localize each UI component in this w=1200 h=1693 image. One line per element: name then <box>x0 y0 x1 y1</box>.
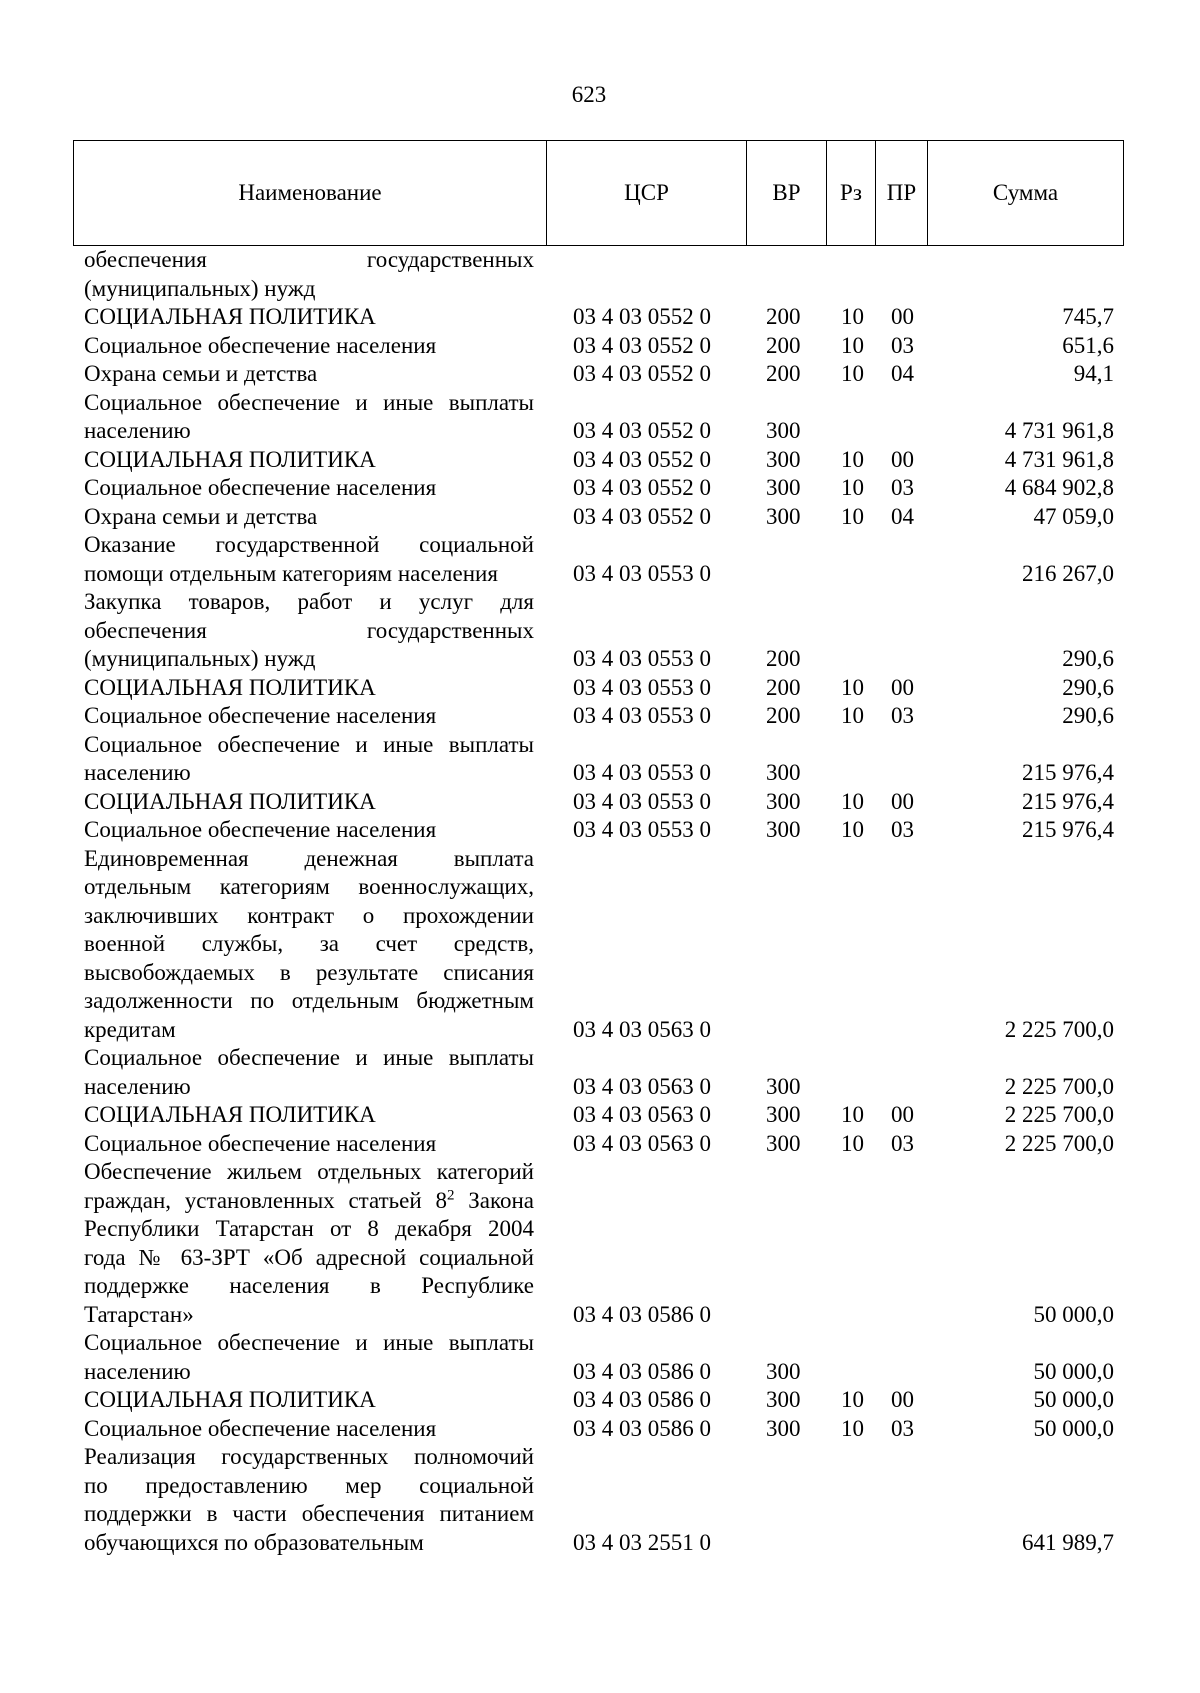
row-sum: 641 989,7 <box>1022 1529 1114 1555</box>
table-row <box>0 503 1200 532</box>
row-csr: 03 4 03 0552 0 <box>573 446 711 472</box>
row-csr: 03 4 03 0553 0 <box>573 674 711 700</box>
table-row <box>0 1443 1200 1557</box>
table-row <box>0 674 1200 703</box>
row-name-line: Татарстан» <box>84 1301 194 1327</box>
row-name-line: Социальное обеспечение и иные выплаты <box>84 1045 534 1070</box>
row-vr: 300 <box>766 1102 801 1127</box>
row-name-line: Обеспечение жильем отдельных категорий <box>84 1159 534 1184</box>
row-rz: 10 <box>841 674 864 700</box>
row-name <box>84 788 534 817</box>
row-name-line: обеспечения государственных <box>84 617 534 643</box>
row-vr: 200 <box>766 361 801 386</box>
header-name: Наименование <box>238 180 382 205</box>
row-sum: 290,6 <box>1062 703 1114 728</box>
row-rz: 10 <box>841 788 864 814</box>
row-vr: 300 <box>766 1415 801 1441</box>
row-name-line: СОЦИАЛЬНАЯ ПОЛИТИКА <box>84 304 376 329</box>
row-name <box>84 588 534 674</box>
row-pr: 03 <box>891 1130 914 1156</box>
row-csr: 03 4 03 0553 0 <box>573 760 711 785</box>
row-vr: 300 <box>766 788 801 814</box>
row-csr: 03 4 03 0552 0 <box>573 503 711 529</box>
row-vr: 200 <box>766 332 801 358</box>
row-sum: 50 000,0 <box>1033 1415 1114 1441</box>
row-name-line: СОЦИАЛЬНАЯ ПОЛИТИКА <box>84 788 376 814</box>
row-pr: 03 <box>891 703 914 728</box>
row-csr: 03 4 03 0552 0 <box>573 361 711 386</box>
row-vr: 300 <box>766 503 801 529</box>
row-csr: 03 4 03 0553 0 <box>573 646 711 671</box>
row-pr: 04 <box>891 503 914 529</box>
row-name-line: граждан, установленных статьей $8^2$ Закона <box>84 1186 534 1213</box>
row-rz: 10 <box>841 446 864 472</box>
row-csr: 03 4 03 0553 0 <box>573 788 711 814</box>
row-name <box>84 1386 534 1415</box>
row-name-line: Единовременная денежная выплата <box>84 845 534 871</box>
row-rz: 10 <box>841 1130 864 1156</box>
row-rz: 10 <box>841 332 864 358</box>
row-name-line: Социальное обеспечение населения <box>84 332 437 358</box>
row-csr: 03 4 03 0563 0 <box>573 1073 711 1099</box>
row-sum: 2 225 700,0 <box>1004 1016 1114 1042</box>
row-name-line: населению <box>84 1358 191 1384</box>
row-name <box>84 816 534 845</box>
table-row <box>0 1101 1200 1130</box>
row-sum: 4 731 961,8 <box>1004 446 1114 472</box>
table-row <box>0 731 1200 788</box>
row-csr: 03 4 03 0563 0 <box>573 1102 711 1127</box>
row-vr: 200 <box>766 646 801 671</box>
row-name-line: (муниципальных) нужд <box>84 646 316 671</box>
table-row <box>0 845 1200 1045</box>
row-name-line: населению <box>84 760 191 785</box>
row-vr: 300 <box>766 1358 801 1384</box>
row-vr: 300 <box>766 418 801 443</box>
header-pr: ПР <box>875 141 927 245</box>
row-sum: 2 225 700,0 <box>1004 1102 1114 1127</box>
table-row <box>0 474 1200 503</box>
table-row <box>0 1415 1200 1444</box>
row-name <box>84 702 534 731</box>
row-sum: 94,1 <box>1073 361 1114 386</box>
row-pr: 03 <box>891 1415 914 1441</box>
table-row <box>0 816 1200 845</box>
row-name <box>84 531 534 588</box>
row-csr: 03 4 03 0552 0 <box>573 304 711 329</box>
table-row <box>0 389 1200 446</box>
row-csr: 03 4 03 0586 0 <box>573 1415 711 1441</box>
row-name-line: Социальное обеспечение населения <box>84 1130 437 1156</box>
row-name <box>84 674 534 703</box>
table-row <box>0 303 1200 332</box>
row-sum: 2 225 700,0 <box>1004 1130 1114 1156</box>
row-name-line: обучающихся по образовательным <box>84 1529 424 1555</box>
row-vr: 200 <box>766 703 801 728</box>
row-name <box>84 731 534 788</box>
row-vr: 300 <box>766 1073 801 1099</box>
table-header <box>73 140 1124 246</box>
row-rz: 10 <box>841 703 864 728</box>
row-name-line: поддержке населения в Республике <box>84 1273 534 1298</box>
row-rz: 10 <box>841 503 864 529</box>
row-pr: 03 <box>891 817 914 842</box>
row-pr: 04 <box>891 361 914 386</box>
row-name <box>84 1415 534 1444</box>
table-body <box>0 246 1200 1557</box>
row-csr: 03 4 03 0586 0 <box>573 1387 711 1412</box>
row-name-line: военной службы, за счет средств, <box>84 931 534 956</box>
row-sum: 2 225 700,0 <box>1004 1073 1114 1099</box>
header-csr: ЦСР <box>546 141 746 245</box>
row-pr: 00 <box>891 1102 914 1127</box>
row-csr: 03 4 03 0553 0 <box>573 817 711 842</box>
row-name <box>84 503 534 532</box>
row-name-line: населению <box>84 1073 191 1099</box>
table-row <box>0 531 1200 588</box>
row-csr: 03 4 03 0586 0 <box>573 1301 711 1327</box>
row-name <box>84 1101 534 1130</box>
row-name-line: Закупка товаров, работ и услуг для <box>84 589 534 614</box>
row-name-line: Социальное обеспечение населения <box>84 703 437 728</box>
row-name-line: СОЦИАЛЬНАЯ ПОЛИТИКА <box>84 674 376 700</box>
row-name <box>84 446 534 475</box>
row-name-line: обеспечения государственных <box>84 247 534 272</box>
row-sum: 50 000,0 <box>1033 1358 1114 1384</box>
row-sum: 215 976,4 <box>1022 760 1114 785</box>
row-vr: 200 <box>766 674 801 700</box>
row-rz: 10 <box>841 1387 864 1412</box>
row-name <box>84 303 534 332</box>
row-name-line: населению <box>84 418 191 443</box>
row-name-line: кредитам <box>84 1016 176 1042</box>
row-csr: 03 4 03 0563 0 <box>573 1130 711 1156</box>
row-csr: 03 4 03 2551 0 <box>573 1529 711 1555</box>
table-row <box>0 588 1200 674</box>
table-row <box>0 788 1200 817</box>
row-name <box>84 389 534 446</box>
row-name-line: Республики Татарстан от 8 декабря 2004 <box>84 1216 534 1241</box>
row-sum: 651,6 <box>1062 332 1114 358</box>
row-csr: 03 4 03 0586 0 <box>573 1358 711 1384</box>
row-name-line: поддержки в части обеспечения питанием <box>84 1501 534 1526</box>
row-sum: 215 976,4 <box>1022 788 1114 814</box>
row-name-line: по предоставлению мер социальной <box>84 1472 534 1498</box>
row-name <box>84 1329 534 1386</box>
row-sum: 4 684 902,8 <box>1004 475 1114 500</box>
row-csr: 03 4 03 0553 0 <box>573 560 711 586</box>
row-name-line: СОЦИАЛЬНАЯ ПОЛИТИКА <box>84 1387 376 1412</box>
table-row <box>0 1158 1200 1329</box>
table-row <box>0 360 1200 389</box>
row-name <box>84 1443 534 1557</box>
row-name-line: Реализация государственных полномочий <box>84 1444 534 1469</box>
row-pr: 00 <box>891 674 914 700</box>
table-row <box>0 446 1200 475</box>
row-name-line: высвобождаемых в результате списания <box>84 959 534 985</box>
table-row <box>0 1329 1200 1386</box>
row-csr: 03 4 03 0552 0 <box>573 332 711 358</box>
row-name-line: Охрана семьи и детства <box>84 503 318 529</box>
row-name-line: отдельным категориям военнослужащих, <box>84 874 534 899</box>
row-pr: 00 <box>891 446 914 472</box>
row-csr: 03 4 03 0552 0 <box>573 418 711 443</box>
row-sum: 745,7 <box>1062 304 1114 329</box>
row-vr: 300 <box>766 1387 801 1412</box>
row-vr: 300 <box>766 817 801 842</box>
row-sum: 50 000,0 <box>1033 1301 1114 1327</box>
row-name <box>84 1130 534 1159</box>
row-vr: 300 <box>766 446 801 472</box>
row-name-line: (муниципальных) нужд <box>84 275 316 301</box>
row-sum: 4 731 961,8 <box>1004 418 1114 443</box>
row-name-line: года № 63-ЗРТ «Об адресной социальной <box>84 1244 534 1270</box>
row-name-line: Социальное обеспечение и иные выплаты <box>84 1330 534 1355</box>
header-sum: Сумма <box>927 141 1123 245</box>
row-pr: 03 <box>891 332 914 358</box>
row-name-line: заключивших контракт о прохождении <box>84 902 534 928</box>
row-name-line: СОЦИАЛЬНАЯ ПОЛИТИКА <box>84 446 376 472</box>
row-name <box>84 845 534 1045</box>
row-pr: 03 <box>891 475 914 500</box>
row-rz: 10 <box>841 304 864 329</box>
row-name <box>84 1158 534 1329</box>
row-rz: 10 <box>841 817 864 842</box>
row-name-line: Социальное обеспечение населения <box>84 817 437 842</box>
row-name-line: Охрана семьи и детства <box>84 361 318 386</box>
row-rz: 10 <box>841 1102 864 1127</box>
table-row <box>0 702 1200 731</box>
row-rz: 10 <box>841 361 864 386</box>
row-name-line: СОЦИАЛЬНАЯ ПОЛИТИКА <box>84 1102 376 1127</box>
row-rz: 10 <box>841 475 864 500</box>
row-sum: 216 267,0 <box>1022 560 1114 586</box>
row-vr: 300 <box>766 760 801 785</box>
page-number: 623 <box>571 82 607 107</box>
row-pr: 00 <box>891 1387 914 1412</box>
row-csr: 03 4 03 0563 0 <box>573 1016 711 1042</box>
row-name-line: Социальное обеспечение населения <box>84 1415 437 1441</box>
table-row <box>0 1044 1200 1101</box>
header-vr: ВР <box>746 141 826 245</box>
row-name-line: задолженности по отдельным бюджетным <box>84 988 534 1013</box>
row-name-line: Социальное обеспечение населения <box>84 475 437 500</box>
row-sum: 47 059,0 <box>1033 503 1114 529</box>
row-pr: 00 <box>891 788 914 814</box>
table-row <box>0 1386 1200 1415</box>
row-vr: 300 <box>766 1130 801 1156</box>
row-name <box>84 332 534 361</box>
row-name-line: Оказание государственной социальной <box>84 532 534 557</box>
row-name <box>84 474 534 503</box>
row-vr: 200 <box>766 304 801 329</box>
row-name <box>84 246 534 303</box>
row-vr: 300 <box>766 475 801 500</box>
row-name-line: Социальное обеспечение и иные выплаты <box>84 731 534 757</box>
row-sum: 215 976,4 <box>1022 817 1114 842</box>
row-sum: 50 000,0 <box>1033 1387 1114 1412</box>
row-name <box>84 1044 534 1101</box>
table-row <box>0 332 1200 361</box>
row-csr: 03 4 03 0553 0 <box>573 703 711 728</box>
row-sum: 290,6 <box>1062 646 1114 671</box>
row-pr: 00 <box>891 304 914 329</box>
row-rz: 10 <box>841 1415 864 1441</box>
table-row <box>0 1130 1200 1159</box>
row-name-line: Социальное обеспечение и иные выплаты <box>84 389 534 415</box>
row-sum: 290,6 <box>1062 674 1114 700</box>
table-row <box>0 246 1200 303</box>
header-rz: Рз <box>826 141 875 245</box>
row-csr: 03 4 03 0552 0 <box>573 475 711 500</box>
row-name-line: помощи отдельным категориям населения <box>84 560 498 586</box>
row-name <box>84 360 534 389</box>
